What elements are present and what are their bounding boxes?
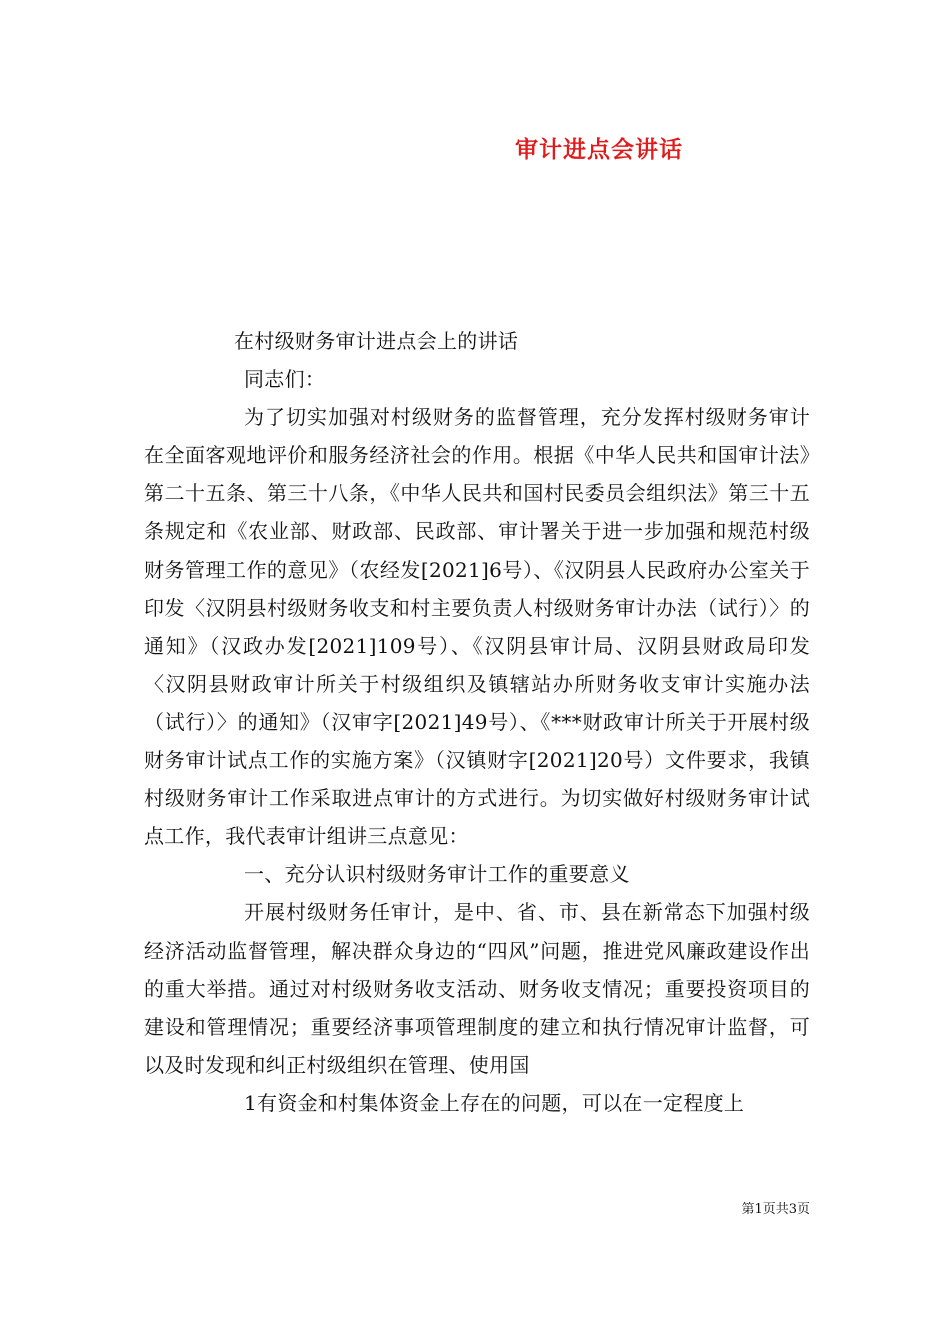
document-title: 审计进点会讲话 (515, 137, 683, 163)
section-heading-1: 一、充分认识村级财务审计工作的重要意义 (244, 862, 630, 887)
salutation: 同志们： (244, 367, 326, 392)
document-body (144, 322, 810, 1122)
paragraph-intro: 为了切实加强对村级财务的监督管理，充分发挥村级财务审计在全面客观地评价和服务经济社会的作用。根据《中华人民共和国审计法》第二十五条、第三十八条，《中华人民共和国村民委员会组织法》第三十五条规定和《农业部、财政部、民政部、审计署关于进一步加强和规范村级财务管理工作的意见》（农经发[2021]6号）、《汉阴县人民政府办公室关于印发〈汉阴县村级财务收支和村主要负责人村级财务审计办法（试行）〉的通知》（汉政办发[2021]109号）、《汉阴县审计局、汉阴县财政局印发〈汉阴县财政审计所关于村级组织及镇辖站办所财务收支审计实施办法（试行）〉的通知》（汉审字[2021]49号）、《***财政审计所关于开展村级财务审计试点工作的实施方案》（汉镇财字[2021]20号）文件要求，我镇村级财务审计工作采取进点审计的方式进行。为切实做好村级财务审计试点工作，我代表审计组讲三点意见： (144, 405, 810, 849)
page-number: 第1页共3页 (741, 1202, 810, 1217)
paragraph-continued: 1有资金和村集体资金上存在的问题，可以在一定程度上 (244, 1090, 745, 1115)
paragraph-significance: 开展村级财务任审计，是中、省、市、县在新常态下加强村级经济活动监督管理，解决群众身边的“四风”问题，推进党风廉政建设作出的重大举措。通过对村级财务收支活动、财务收支情况；重要投资项目的建设和管理情况；重要经济事项管理制度的建立和执行情况审计监督，可以及时发现和纠正村级组织在管理、使用国 (144, 900, 810, 1077)
speech-heading: 在村级财务审计进点会上的讲话 (234, 329, 519, 353)
